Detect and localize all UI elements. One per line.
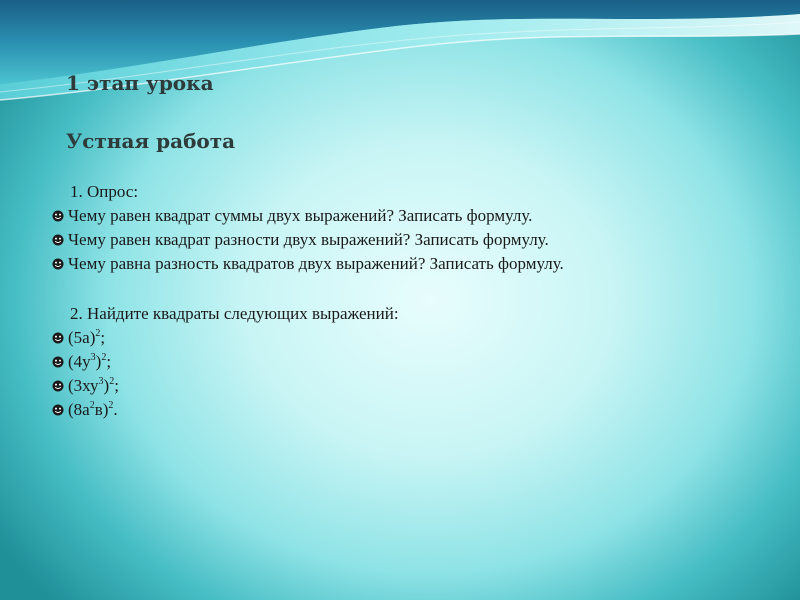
expression [68,326,105,350]
expression-part: ) [103,376,110,395]
expression-part: (4у [68,352,91,371]
expression-part: в) [94,400,109,419]
task-1-heading: 1. Опрос: [70,182,139,201]
expression-part: ; [106,352,112,371]
list-item [52,326,772,350]
list-item [52,204,772,228]
list-item [52,374,772,398]
expression-part: ; [100,328,106,347]
exponent: 2 [95,328,101,339]
smiley-face-icon [52,404,64,416]
smiley-face-icon [52,356,64,368]
exponent: 2 [89,400,95,411]
expression-part: . [113,400,118,419]
smiley-face-icon [52,210,64,222]
smiley-face-icon [52,380,64,392]
exponent: 2 [109,376,115,387]
slide-content [52,66,772,422]
task-2-heading: 2. Найдите квадраты следующих выражений: [70,304,399,323]
section-title: Устная работа [66,129,236,153]
list-item [52,252,772,276]
expression-part: ) [95,352,102,371]
expression [68,398,118,422]
smiley-face-icon [52,258,64,270]
stage-title: 1 этап урока [66,71,214,95]
list-item-text: Чему равен квадрат суммы двух выражений? Записать формулу. [68,206,533,225]
expression-part: (3ху [68,376,99,395]
expression [68,350,111,374]
expression-part: (8а [68,400,90,419]
task-1-list [52,204,772,276]
smiley-face-icon [52,234,64,246]
expression [68,374,119,398]
exponent: 2 [108,400,114,411]
expression-part: (5а) [68,328,96,347]
list-item [52,228,772,252]
list-item [52,350,772,374]
task-2-list [52,326,772,422]
list-item-text: Чему равна разность квадратов двух выражений? Записать формулу. [68,254,564,273]
list-item [52,398,772,422]
expression-part: ; [114,376,119,395]
list-item-text: Чему равен квадрат разности двух выражений? Записать формулу. [68,230,549,249]
exponent: 3 [90,352,96,363]
smiley-face-icon [52,332,64,344]
exponent: 2 [101,352,107,363]
exponent: 3 [98,376,104,387]
